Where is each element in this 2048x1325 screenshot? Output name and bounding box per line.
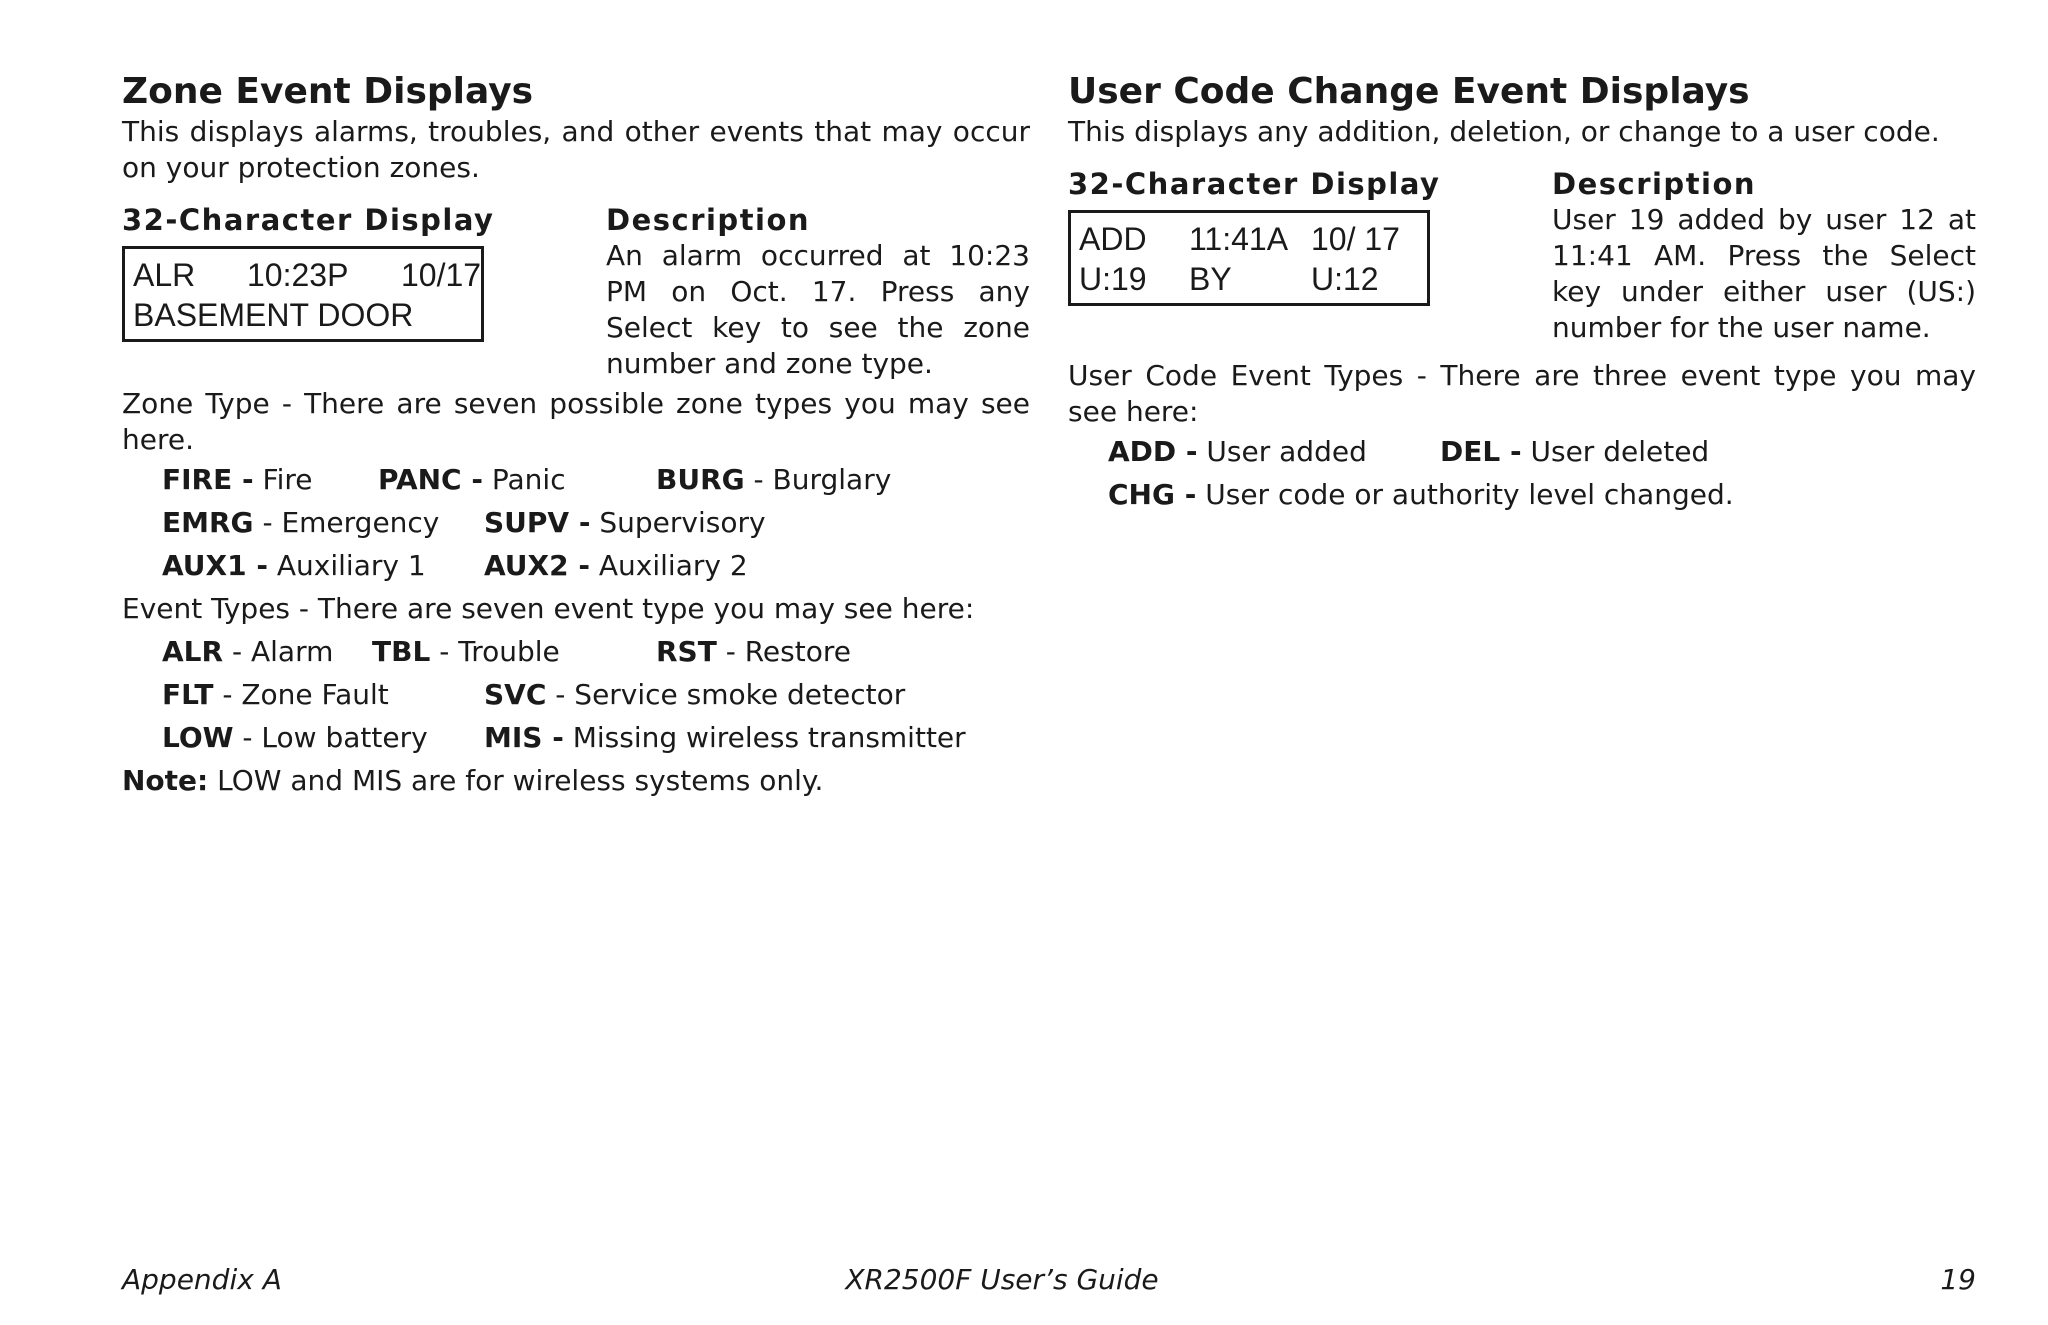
note [122,763,1030,799]
note-label: Note: [122,764,209,797]
note-text: LOW and MIS are for wireless systems only. [208,764,824,797]
event-type-list [122,634,1030,763]
zone-event-section [122,70,1030,799]
list-item: ALR - Alarm [162,635,334,668]
lcd-cell: ADD [1079,221,1147,257]
list-item: FIRE - Fire [162,463,313,496]
lcd-cell: ALR [133,257,196,293]
zone-type-text: Zone Type - There are seven possible zone types you may see here. [122,387,1030,456]
zone-type-list [122,462,1030,591]
lcd-cell: U:12 [1311,261,1379,297]
page-number: 19 [1940,1263,1976,1296]
lcd-cell: BY [1189,261,1232,297]
list-item: TBL - Trouble [372,635,560,668]
display-heading: 32-Character Display [1068,167,1441,201]
lcd-display [122,246,484,342]
list-item: LOW - Low battery [162,721,428,754]
lcd-cell: 10/ 17 [1311,221,1400,257]
display-description-pair [1068,166,1976,346]
description-heading: Description [1552,167,1757,201]
description-text: An alarm occurred at 10:23 PM on Oct. 17. Press any Select key to see the zone number and zone type. [606,239,1030,380]
event-types-text: User Code Event Types - There are three event type you may see here: [1068,359,1976,428]
section-intro: This displays alarms, troubles, and other events that may occur on your protection zones. [122,115,1030,184]
lcd-display [1068,210,1430,306]
list-item: AUX2 - Auxiliary 2 [484,549,748,582]
lcd-cell: U:19 [1079,261,1147,297]
section-intro: This displays any addition, deletion, or change to a user code. [1068,115,1940,148]
section-title: User Code Change Event Displays [1068,71,1750,112]
display-heading: 32-Character Display [122,203,495,237]
list-item: BURG - Burglary [656,463,892,496]
footer-left: Appendix A [122,1263,282,1296]
lcd-cell: 10/17 [401,257,482,293]
section-title: Zone Event Displays [122,71,534,112]
description-text: User 19 added by user 12 at 11:41 AM. Press the Select key under either user (US:) number for the user name. [1552,203,1976,344]
list-item: ADD - User added [1108,435,1367,468]
list-item: SUPV - Supervisory [484,506,766,539]
list-item: SVC - Service smoke detector [484,678,906,711]
event-types-text: Event Types - There are seven event type you may see here: [122,592,975,625]
list-item: FLT - Zone Fault [162,678,389,711]
lcd-cell: 10:23P [247,257,349,293]
display-description-pair [122,202,1030,380]
list-item: CHG - User code or authority level changed. [1108,478,1734,511]
event-type-list [1068,434,1976,520]
list-item: DEL - User deleted [1440,435,1710,468]
list-item: PANC - Panic [378,463,566,496]
lcd-cell: BASEMENT DOOR [133,297,414,333]
list-item: MIS - Missing wireless transmitter [484,721,966,754]
list-item: AUX1 - Auxiliary 1 [162,549,426,582]
lcd-cell: 11:41A [1189,221,1289,257]
description-heading: Description [606,203,811,237]
list-item: RST - Restore [656,635,851,668]
list-item: EMRG - Emergency [162,506,440,539]
user-code-event-section [1068,70,1976,520]
footer-center: XR2500F User’s Guide [845,1263,1159,1296]
